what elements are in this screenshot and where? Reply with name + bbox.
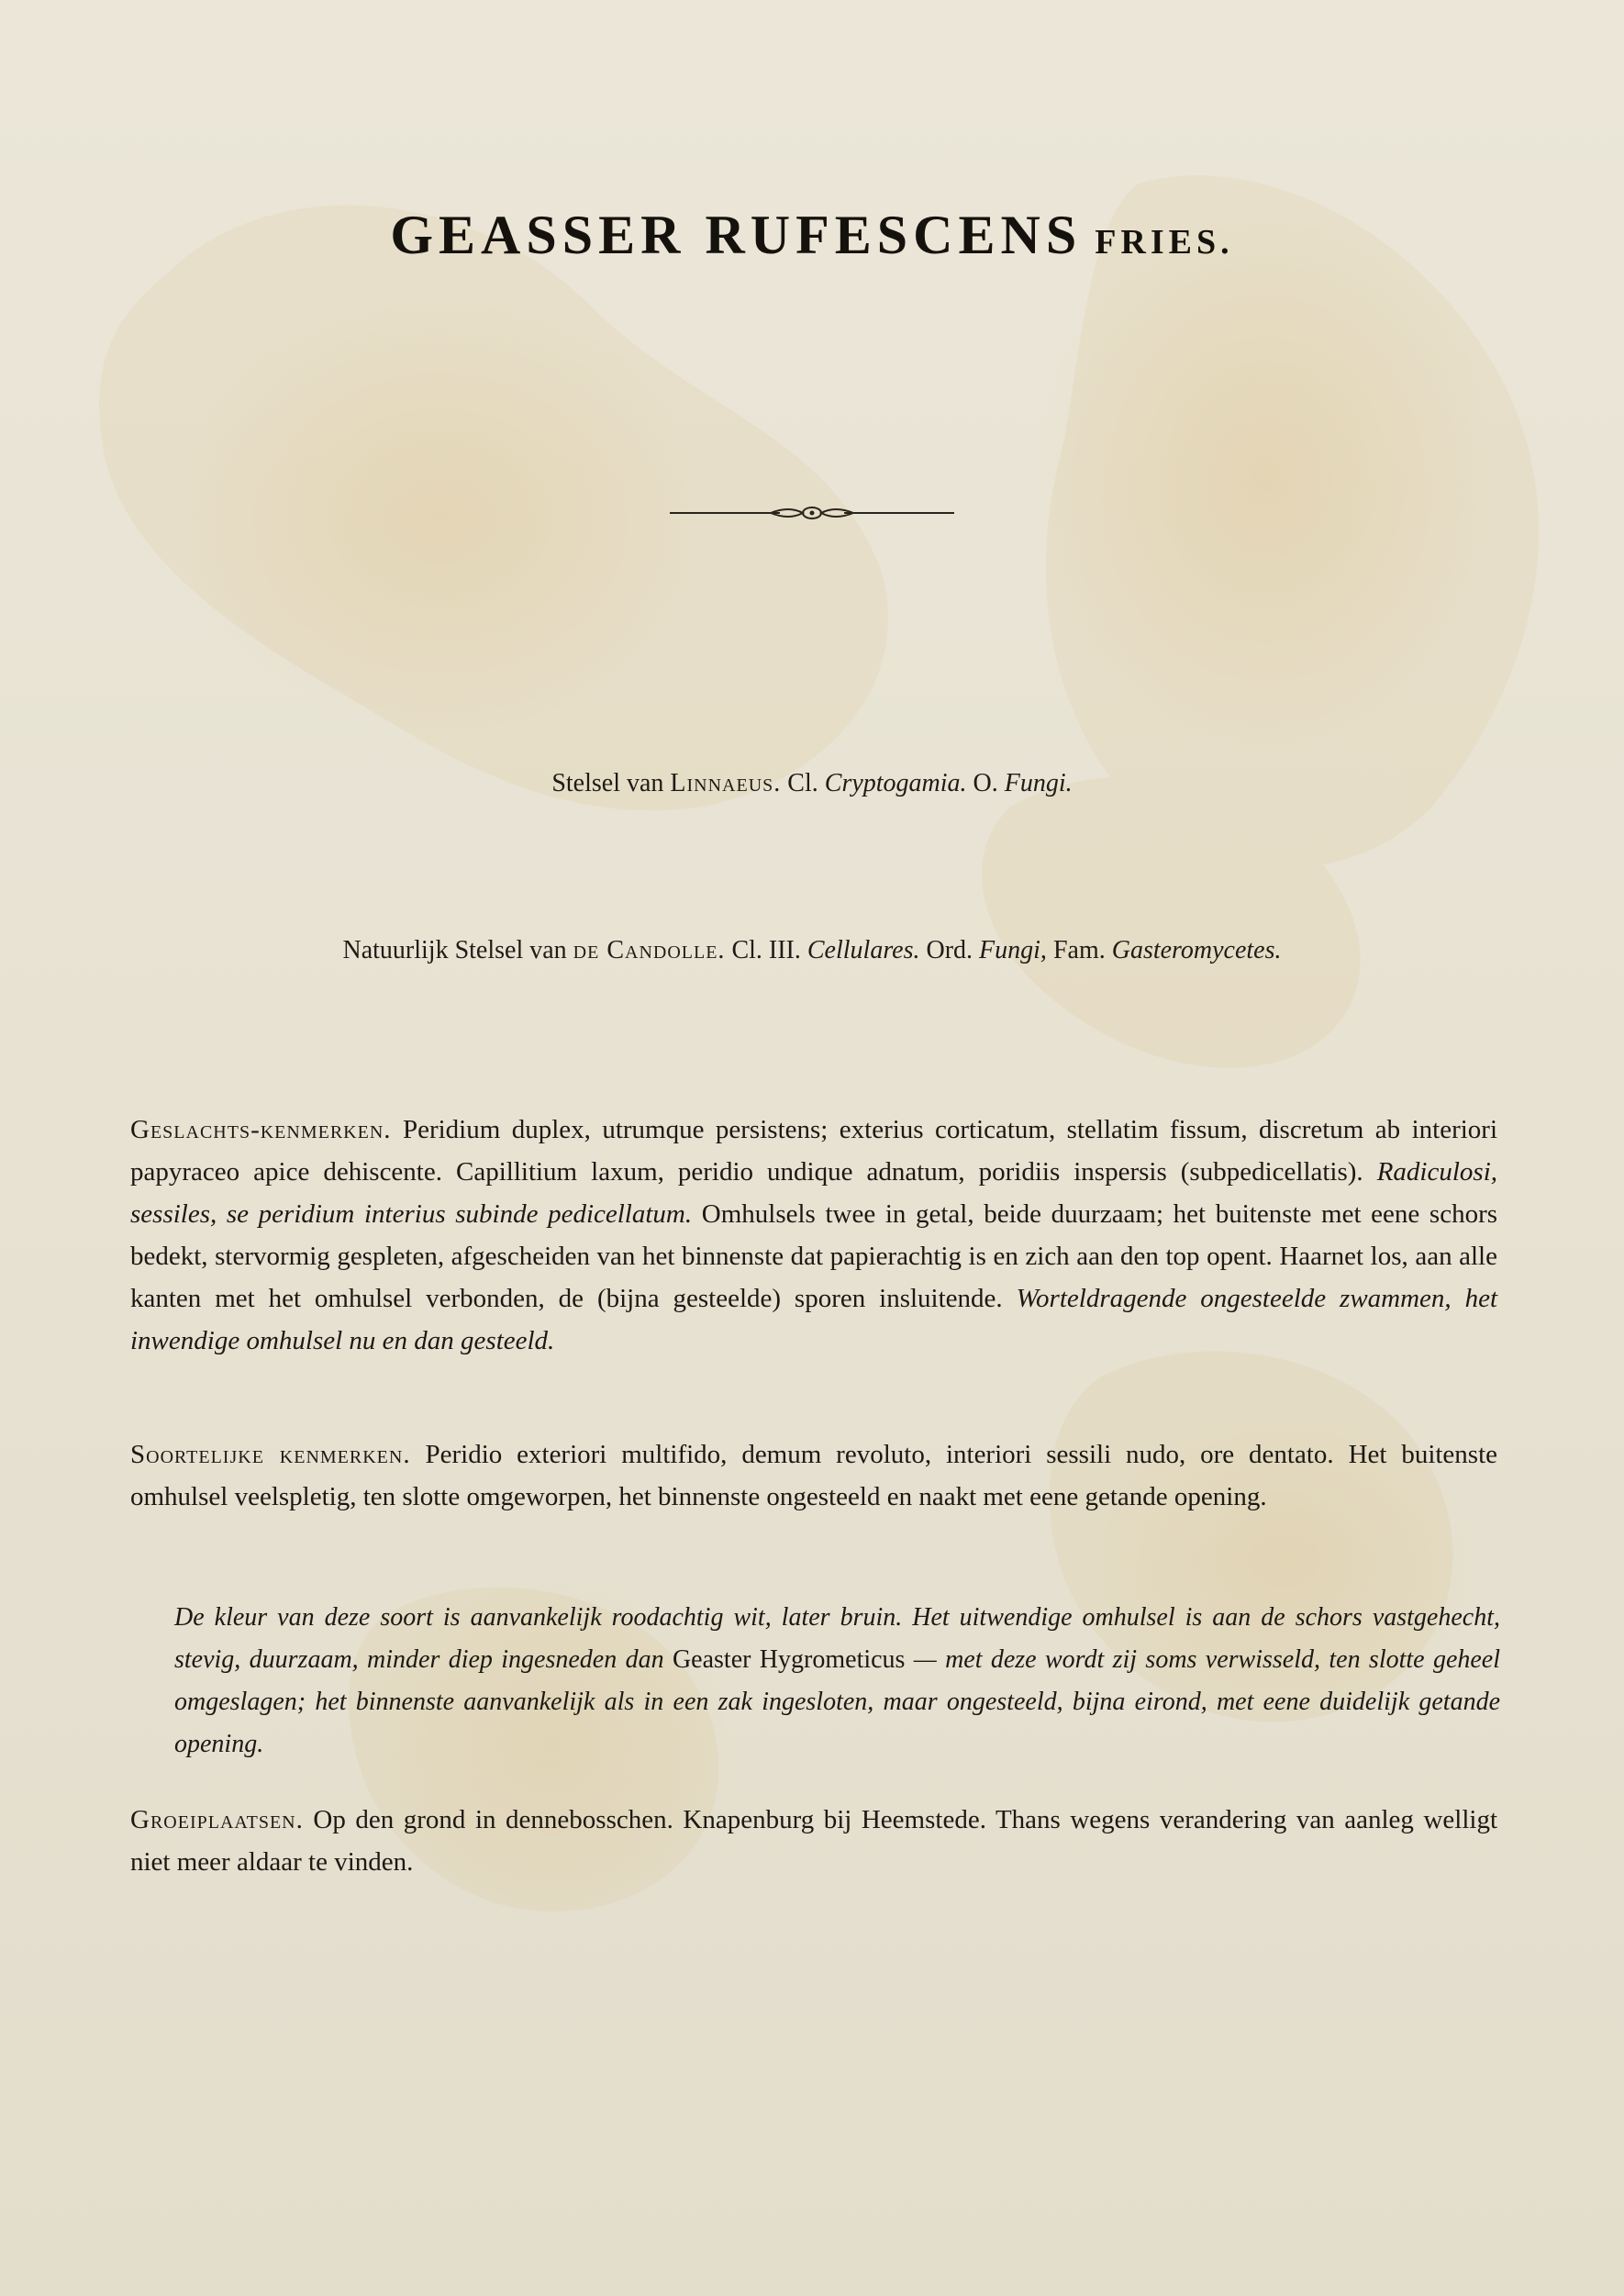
linnaeus-order: Fungi. [1004,769,1073,797]
note-species: Geaster Hygrometicus [672,1645,906,1674]
candolle-system-line [0,936,1624,965]
title-main: GEASSER RUFESCENS [390,205,1083,265]
note-part2: — met deze wordt zij soms verwisseld, ten slotte geheel omgeslagen; het binnenste aanvankelijk als in een zak ingesloten, maar ongesteeld, bijna eirond, met eene duidelijk getande opening. [174,1645,1501,1758]
candolle-family: Gasteromycetes. [1111,936,1282,964]
candolle-class: Cellulares. [806,936,920,964]
linnaeus-name: Linnaeus. [670,769,782,797]
geslachts-heading: Geslachts-kenmerken. [130,1115,392,1144]
soortelijke-latin: Peridio exteriori multifido, demum revoluto, interiori sessili nudo, ore dentato. [425,1440,1334,1469]
candolle-cl: Cl. III. [731,936,801,964]
geslachts-dutch: Omhulsels twee in getal, beide duurzaam; het buitenste met eene schors bedekt, stervormig gespleten, afgescheiden van het binnenste dat papierachtig is en zich aan den top opent. Haarnet los, aan alle kanten met het omhulsel verbonden, de (bijna gesteelde) sporen insluitende. [130,1199,1498,1313]
geslachts-kenmerken-paragraph [130,1109,1497,1362]
note-part1: De kleur van deze soort is aanvankelijk roodachtig wit, later bruin. Het uitwendige omhulsel is aan de schors vastgehecht, stevig, duurzaam, minder diep ingesneden dan [174,1603,1500,1674]
candolle-ord: Ord. [926,936,973,964]
soortelijke-dutch: Het buitenste omhulsel veelspletig, ten slotte omgeworpen, het binnenste ongesteeld en naakt met eene getande opening. [130,1440,1498,1511]
geslachts-latin-italic: Radiculosi, sessiles, se peridium interius subinde pedicellatum. [130,1157,1498,1229]
candolle-name: de Candolle. [573,936,726,964]
groeiplaatsen-paragraph [130,1799,1497,1883]
soortelijke-kenmerken-paragraph [130,1433,1497,1518]
title-author: FRIES. [1095,223,1234,262]
linnaeus-cl: Cl. [787,769,818,797]
geslachts-latin: Peridium duplex, utrumque persistens; exterius corticatum, stellatim fissum, discretum ab interiori papyraceo apice dehiscente. Capillitium laxum, peridio undique adnatum, poridiis inspersis (subpedicellatis). [130,1115,1497,1187]
soortelijke-heading: Soortelijke kenmerken. [130,1440,411,1469]
linnaeus-class: Cryptogamia. [824,769,967,797]
geslachts-dutch-italic: Worteldragende ongesteelde zwammen, het inwendige omhulsel nu en dan gesteeld. [130,1284,1498,1355]
linnaeus-o: O. [973,769,998,797]
linnaeus-system-line [0,769,1624,798]
page-title [0,204,1624,267]
groeiplaatsen-text: Op den grond in dennebosschen. Knapenburg bij Heemstede. Thans wegens verandering van aanleg welligt niet meer aldaar te vinden. [130,1805,1497,1877]
candolle-fam: Fam. [1052,936,1106,964]
candolle-order: Fungi, [979,936,1047,964]
candolle-prefix: Natuurlijk Stelsel van [342,936,567,964]
linnaeus-prefix: Stelsel van [551,769,664,797]
ornament-divider [670,503,954,523]
colour-note-paragraph [174,1597,1500,1766]
groeiplaatsen-heading: Groeiplaatsen. [130,1805,304,1834]
